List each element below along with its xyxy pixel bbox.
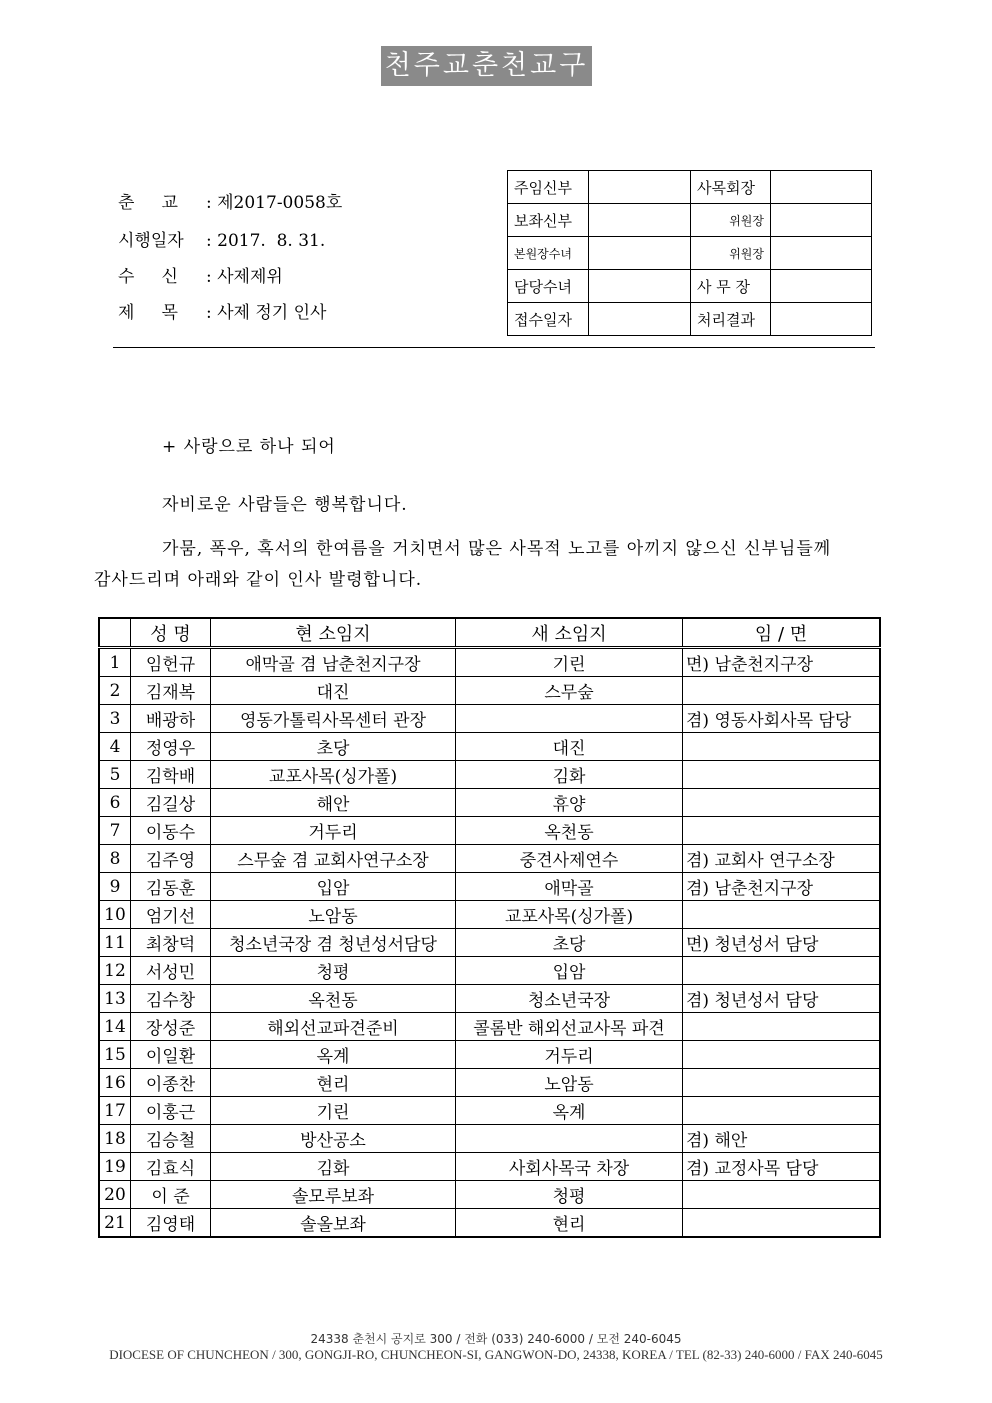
row-current-post: 애막골 겸 남춘천지구장 <box>211 648 456 677</box>
row-current-post: 옥천동 <box>211 985 456 1013</box>
row-note: 겸) 남춘천지구장 <box>683 873 881 901</box>
row-name: 김길상 <box>131 789 211 817</box>
table-row <box>99 1181 880 1209</box>
row-new-post: 노암동 <box>456 1069 683 1097</box>
approval-label: 주임신부 <box>508 171 589 204</box>
row-new-post: 기린 <box>456 648 683 677</box>
approval-label: 위원장 <box>691 204 771 237</box>
row-number: 19 <box>99 1153 131 1181</box>
row-number: 7 <box>99 817 131 845</box>
effective-date-value: : 2017. 8. 31. <box>206 231 326 251</box>
row-name: 최창덕 <box>131 929 211 957</box>
approval-signature-box <box>589 171 691 204</box>
approval-signature-box <box>589 303 691 336</box>
table-row <box>99 1209 880 1238</box>
row-number: 6 <box>99 789 131 817</box>
effective-date-line <box>118 226 325 251</box>
row-current-post: 기린 <box>211 1097 456 1125</box>
body-line-1: 자비로운 사람들은 행복합니다. <box>162 495 408 515</box>
row-current-post: 청평 <box>211 957 456 985</box>
doc-number-key: 춘 교 <box>118 193 178 213</box>
table-row <box>99 761 880 789</box>
approval-row <box>508 303 872 336</box>
approval-label: 담당수녀 <box>508 270 589 303</box>
row-current-post: 거두리 <box>211 817 456 845</box>
row-new-post: 거두리 <box>456 1041 683 1069</box>
footer-korean-address: 24338 춘천시 공지로 300 / 전화 (033) 240-6000 / 모전 240-6045 <box>310 1332 682 1346</box>
personnel-table <box>98 617 881 1238</box>
row-note <box>683 733 881 761</box>
row-current-post: 노암동 <box>211 901 456 929</box>
row-note: 겸) 청년성서 담당 <box>683 985 881 1013</box>
row-number: 21 <box>99 1209 131 1238</box>
approval-signature-box <box>589 204 691 237</box>
row-number: 12 <box>99 957 131 985</box>
row-new-post: 초당 <box>456 929 683 957</box>
row-name: 엄기선 <box>131 901 211 929</box>
table-row <box>99 957 880 985</box>
subject-value: : 사제 정기 인사 <box>206 303 327 323</box>
header-new-post: 새 소임지 <box>456 618 683 648</box>
approval-label: 위원장 <box>691 237 771 270</box>
table-row <box>99 733 880 761</box>
row-number: 8 <box>99 845 131 873</box>
row-name: 김수창 <box>131 985 211 1013</box>
row-number: 5 <box>99 761 131 789</box>
row-number: 15 <box>99 1041 131 1069</box>
header-number <box>99 618 131 648</box>
table-row <box>99 789 880 817</box>
row-number: 14 <box>99 1013 131 1041</box>
row-new-post: 사회사목국 차장 <box>456 1153 683 1181</box>
table-header-row <box>99 618 880 648</box>
row-new-post: 대진 <box>456 733 683 761</box>
row-note: 면) 청년성서 담당 <box>683 929 881 957</box>
approval-row <box>508 171 872 204</box>
row-note: 겸) 교회사 연구소장 <box>683 845 881 873</box>
approval-signature-box <box>771 237 872 270</box>
row-note <box>683 817 881 845</box>
row-note <box>683 1209 881 1238</box>
row-number: 17 <box>99 1097 131 1125</box>
row-current-post: 솔올보좌 <box>211 1209 456 1238</box>
recipient-value: : 사제제위 <box>206 267 283 287</box>
approval-signature-box <box>771 270 872 303</box>
table-row <box>99 648 880 677</box>
approval-label: 접수일자 <box>508 303 589 336</box>
row-name: 배광하 <box>131 705 211 733</box>
approval-row <box>508 270 872 303</box>
doc-number-line <box>118 188 342 213</box>
row-note: 겸) 해안 <box>683 1125 881 1153</box>
table-row <box>99 873 880 901</box>
table-row <box>99 817 880 845</box>
table-row <box>99 1153 880 1181</box>
row-note <box>683 789 881 817</box>
approval-label: 보좌신부 <box>508 204 589 237</box>
header-appoint-dismiss: 임 / 면 <box>683 618 881 648</box>
subject-key: 제 목 <box>118 303 178 323</box>
row-number: 10 <box>99 901 131 929</box>
approval-signature-box <box>771 171 872 204</box>
row-number: 2 <box>99 677 131 705</box>
row-new-post: 청소년국장 <box>456 985 683 1013</box>
row-name: 김영태 <box>131 1209 211 1238</box>
row-name: 임헌규 <box>131 648 211 677</box>
footer-english-address: DIOCESE OF CHUNCHEON / 300, GONGJI-RO, CHUNCHEON-SI, GANGWON-DO, 24338, KOREA / TEL (82-33) 240-6000 / FAX 240-6045 <box>109 1347 883 1362</box>
row-new-post: 중견사제연수 <box>456 845 683 873</box>
body-line-3: 감사드리며 아래와 같이 인사 발령합니다. <box>94 570 423 590</box>
row-number: 16 <box>99 1069 131 1097</box>
table-row <box>99 1069 880 1097</box>
row-new-post: 옥계 <box>456 1097 683 1125</box>
row-note <box>683 1097 881 1125</box>
row-name: 이 준 <box>131 1181 211 1209</box>
row-name: 이홍근 <box>131 1097 211 1125</box>
row-note <box>683 1013 881 1041</box>
header-current-post: 현 소임지 <box>211 618 456 648</box>
row-note <box>683 1069 881 1097</box>
row-number: 13 <box>99 985 131 1013</box>
row-number: 18 <box>99 1125 131 1153</box>
effective-date-key: 시행일자 <box>118 231 184 251</box>
row-new-post: 휴양 <box>456 789 683 817</box>
row-name: 김주영 <box>131 845 211 873</box>
row-current-post: 스무숲 겸 교회사연구소장 <box>211 845 456 873</box>
row-number: 9 <box>99 873 131 901</box>
row-name: 서성민 <box>131 957 211 985</box>
approval-label: 사목회장 <box>691 171 771 204</box>
row-note: 겸) 교정사목 담당 <box>683 1153 881 1181</box>
row-new-post: 스무숲 <box>456 677 683 705</box>
approval-label: 본원장수녀 <box>508 237 589 270</box>
row-number: 3 <box>99 705 131 733</box>
row-new-post: 청평 <box>456 1181 683 1209</box>
row-new-post: 김화 <box>456 761 683 789</box>
body-line-2: 가뭄, 폭우, 혹서의 한여름을 거치면서 많은 사목적 노고를 아끼지 않으신 신부님들께 <box>162 539 832 559</box>
row-note <box>683 957 881 985</box>
approval-label: 사 무 장 <box>691 270 771 303</box>
recipient-line <box>118 262 283 287</box>
row-new-post: 입암 <box>456 957 683 985</box>
row-current-post: 대진 <box>211 677 456 705</box>
row-current-post: 교포사목(싱가폴) <box>211 761 456 789</box>
approval-row <box>508 204 872 237</box>
row-name: 김학배 <box>131 761 211 789</box>
row-name: 장성준 <box>131 1013 211 1041</box>
row-name: 이동수 <box>131 817 211 845</box>
table-row <box>99 1041 880 1069</box>
row-note <box>683 677 881 705</box>
row-name: 김재복 <box>131 677 211 705</box>
row-note: 면) 남춘천지구장 <box>683 648 881 677</box>
row-new-post: 교포사목(싱가폴) <box>456 901 683 929</box>
row-current-post: 초당 <box>211 733 456 761</box>
table-row <box>99 985 880 1013</box>
row-current-post: 청소년국장 겸 청년성서담당 <box>211 929 456 957</box>
table-row <box>99 705 880 733</box>
row-current-post: 방산공소 <box>211 1125 456 1153</box>
row-current-post: 해안 <box>211 789 456 817</box>
greeting-text: + 사랑으로 하나 되어 <box>162 437 336 457</box>
table-row <box>99 901 880 929</box>
subject-line <box>118 298 326 323</box>
row-note <box>683 761 881 789</box>
row-name: 이일환 <box>131 1041 211 1069</box>
table-row <box>99 845 880 873</box>
approval-signature-box <box>771 303 872 336</box>
row-new-post: 애막골 <box>456 873 683 901</box>
row-name: 김승철 <box>131 1125 211 1153</box>
row-number: 11 <box>99 929 131 957</box>
row-number: 20 <box>99 1181 131 1209</box>
row-note <box>683 1181 881 1209</box>
row-new-post: 콜롬반 해외선교사목 파견 <box>456 1013 683 1041</box>
table-row <box>99 929 880 957</box>
table-row <box>99 677 880 705</box>
doc-number-value: : 제2017-0058호 <box>206 193 343 213</box>
diocese-logo-banner: 천주교춘천교구 <box>381 46 592 86</box>
row-new-post <box>456 1125 683 1153</box>
header-divider <box>113 347 875 348</box>
approval-signature-box <box>589 237 691 270</box>
row-current-post: 입암 <box>211 873 456 901</box>
row-note <box>683 901 881 929</box>
row-current-post: 현리 <box>211 1069 456 1097</box>
row-note <box>683 1041 881 1069</box>
table-row <box>99 1125 880 1153</box>
row-name: 김효식 <box>131 1153 211 1181</box>
row-new-post: 현리 <box>456 1209 683 1238</box>
row-name: 정영우 <box>131 733 211 761</box>
approval-signature-box <box>771 204 872 237</box>
row-current-post: 김화 <box>211 1153 456 1181</box>
row-number: 4 <box>99 733 131 761</box>
row-current-post: 옥계 <box>211 1041 456 1069</box>
row-name: 이종찬 <box>131 1069 211 1097</box>
row-number: 1 <box>99 648 131 677</box>
recipient-key: 수 신 <box>118 267 178 287</box>
table-row <box>99 1013 880 1041</box>
approval-row <box>508 237 872 270</box>
approval-signature-box <box>589 270 691 303</box>
row-name: 김동훈 <box>131 873 211 901</box>
header-name: 성 명 <box>131 618 211 648</box>
row-new-post: 옥천동 <box>456 817 683 845</box>
row-current-post: 솔모루보좌 <box>211 1181 456 1209</box>
table-row <box>99 1097 880 1125</box>
approval-label: 처리결과 <box>691 303 771 336</box>
row-new-post <box>456 705 683 733</box>
approval-stamp-table <box>507 170 872 336</box>
row-note: 겸) 영동사회사목 담당 <box>683 705 881 733</box>
row-current-post: 해외선교파견준비 <box>211 1013 456 1041</box>
row-current-post: 영동가톨릭사목센터 관장 <box>211 705 456 733</box>
